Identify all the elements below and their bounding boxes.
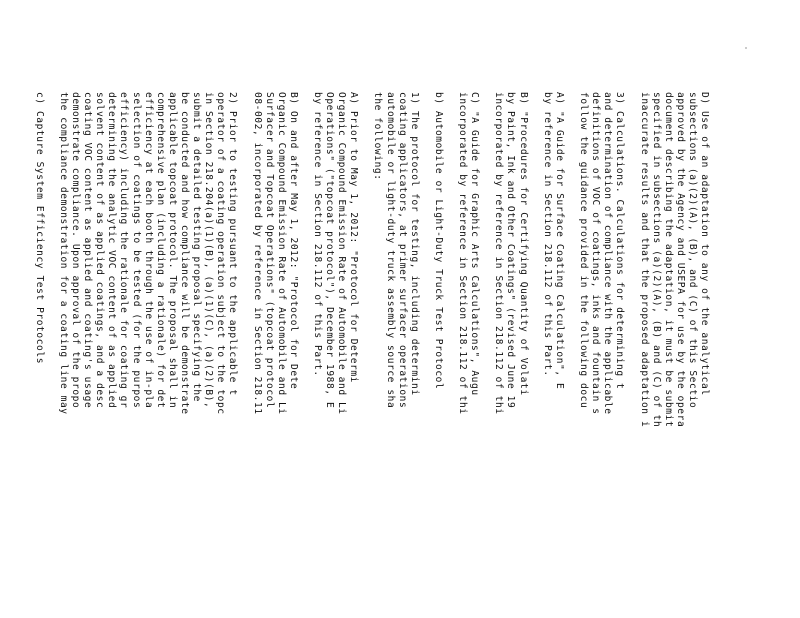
paragraph-b-after-2012 [250, 92, 298, 618]
text-line: submit a detailed testing proposal specifying the [191, 92, 203, 402]
section-b-heading [432, 92, 444, 618]
text-line: document describing the adaptation, it must be submit [662, 92, 674, 428]
text-line: incorporated by reference in Section 218.112 of thi [457, 92, 469, 415]
section-c-heading [33, 92, 45, 618]
text-line: by reference in Section 218.112 of this Part. [312, 92, 323, 377]
text-line: efficiency at each booth through the use of in-pla [142, 92, 154, 409]
text-line: C) "A Guide for Graphic Arts Calculations", Augu [469, 92, 481, 396]
text-line: applicable topcoat protocol. The proposal shall in [166, 92, 178, 409]
text-line: 1) The protocol for testing, including determini [408, 92, 420, 396]
text-line: B) On and after May 1, 2012: "Protocol for Dete [287, 92, 299, 390]
paragraph-2-testing [57, 92, 238, 618]
text-line: coating applicators, at primer surfacer operations [396, 92, 408, 409]
text-line: operator of a coating operation subject to the topc [215, 92, 227, 415]
text-line: by reference in Section 218.112 of this Part. [541, 92, 553, 377]
text-line: and determination of compliance with the applicable [602, 92, 614, 415]
paragraph-d [637, 92, 710, 618]
text-line: Operations" ("topcoat protocol"), December 1988, E [324, 92, 336, 409]
text-line: specified in subsections (a)(2)(A), (B) and (C) of th [650, 92, 662, 428]
text-line: follow the guidance provided in the following docu [578, 92, 590, 409]
text-line: the compliance demonstration for a coating line may [58, 92, 70, 415]
text-line: selection of coatings to be tested (for the purpos [130, 92, 142, 409]
text-line: D) Use of an adaptation to any of the analytical [699, 92, 710, 396]
text-line: 3) Calculations. Calculations for determining t [614, 92, 626, 390]
text-line: Organic Compound Emission Rate of Automobile and Li [275, 92, 287, 415]
text-line: incorporated by reference in Section 218.112 of thi [493, 92, 505, 415]
text-line: inaccurate results and that the proposed adaptation i [638, 92, 650, 428]
text-line: Surfacer and Topcoat Operations" (topcoat protocol [263, 92, 275, 409]
text-line: B) "Procedures for Certifying Quantity of Volati [517, 92, 529, 396]
scan-speck [745, 47, 747, 49]
paragraph-a-surface-coating [541, 92, 565, 618]
text-line: 08-002, incorporated by reference in Section 218.11 [251, 92, 263, 415]
rotated-text-block [33, 92, 710, 618]
text-line: be conducted and how compliance will be demonstrate [178, 92, 190, 415]
text-line: demonstrate compliance. Upon approval of the propo [70, 92, 82, 409]
section-heading: c) Capture System Efficiency Test Protocols [33, 92, 45, 365]
paragraph-a-prior-2012 [311, 92, 359, 618]
text-line: A) "A Guide for Surface Coating Calculation", E [553, 92, 565, 390]
text-line: solvent content of as applied coatings, and a desc [94, 92, 106, 409]
text-line: approved by the Agency and USEPA for use by the opera [674, 92, 686, 428]
paragraph-c-graphic-arts [456, 92, 480, 618]
text-line: determining the analytic VOC content of as applied [106, 92, 118, 409]
text-line: A) Prior to May 1, 2012: "Protocol for Determi [348, 92, 360, 383]
text-line: efficiency) including the rationale for coating gr [118, 92, 130, 409]
text-line: definitions of VOC of coatings, inks and fountain s [590, 92, 602, 415]
paragraph-3-calculations [577, 92, 625, 618]
text-line: in Section 218.204(a)(1)(B), (a)(1)(C), (a)(2)(B), [203, 92, 215, 409]
text-line: comprehensive plan (including a rationale) for det [154, 92, 166, 409]
text-line: coating VOC content as applied and coating's usage [82, 92, 94, 409]
paragraph-b-procedures [492, 92, 528, 618]
text-line: 2) Prior to testing pursuant to the applicable t [227, 92, 239, 396]
paragraph-1-protocol [371, 92, 419, 618]
text-line: the following: [372, 92, 384, 181]
text-line: Organic Compound Emission Rate of Automobile and Li [336, 92, 348, 415]
text-line: subsections (a)(2)(A), (B), and (C) of this Sectio [686, 92, 698, 409]
text-line: by Paint, Ink and Other Coatings" (revised June 19 [505, 92, 517, 409]
text-line: automobile or light-duty truck assembly source sha [384, 92, 396, 409]
section-heading: b) Automobile or Light-Duty Truck Test Protocol [432, 92, 444, 390]
